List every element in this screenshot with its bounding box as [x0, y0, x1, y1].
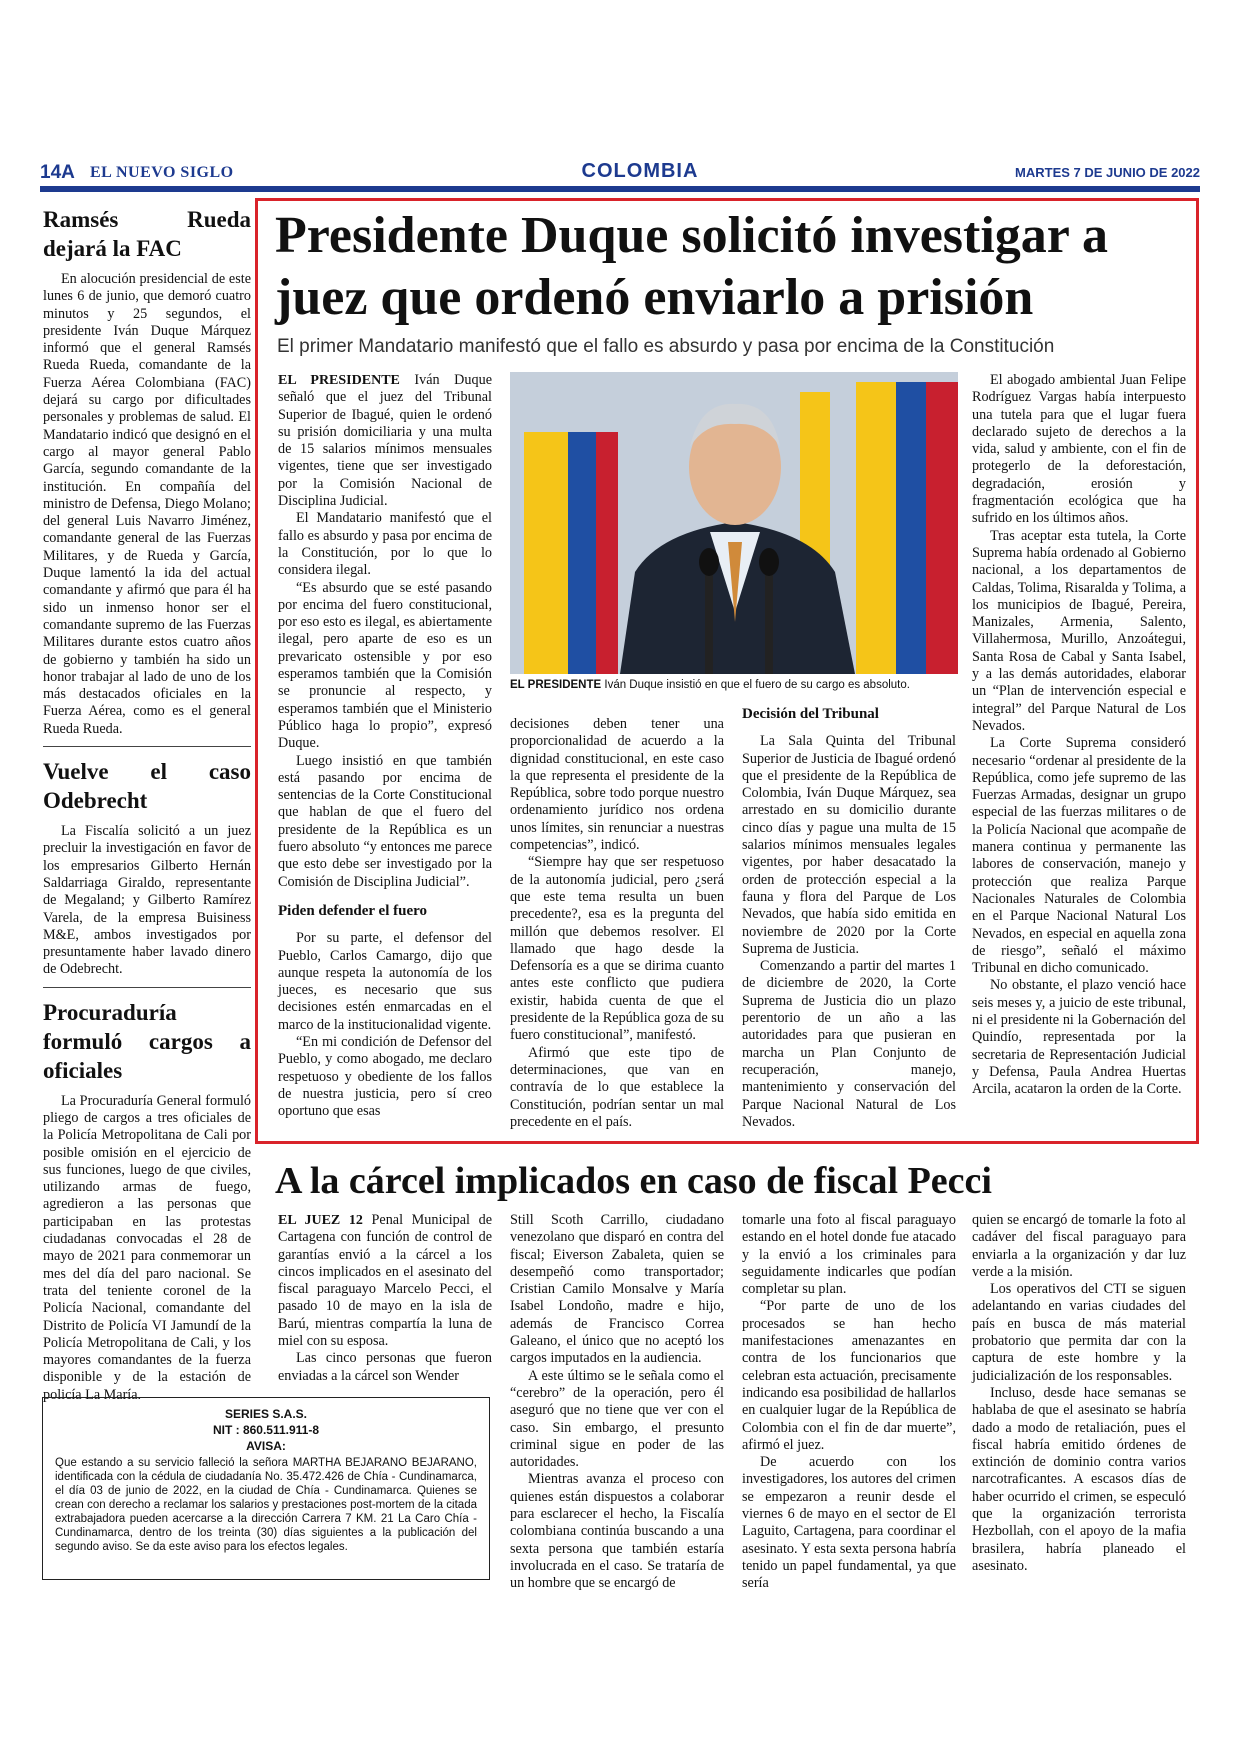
main-headline: Presidente Duque solicitó investigar a juez que ordenó enviarlo a prisión [275, 207, 1108, 326]
notice-nit: NIT : 860.511.911-8 [212, 1423, 320, 1437]
section-name: COLOMBIA [581, 160, 699, 182]
lead-words: EL PRESIDENTE [278, 373, 400, 388]
newspaper-name: EL NUEVO SIGLO [90, 164, 234, 181]
notice-body: Que estando a su servicio falleció la señora MARTHA BEJARANO BEJARANO, identificada con la cédula de ciudadanía No. 35.472.426 de Chía - Cundinamarca, el día 03 de junio de 2022, en la ciudad de Chía - Cundinamarca. Quienes se crean con derecho a reclamar los salarios y prestaciones post-mortem de la citada extrabajadora pueden acercarse a la dirección Carrera 7 KM. 21 La Caro Chía - Cundinamarca, dentro de los treinta (30) días siguientes a la publicación del segundo aviso. Se da este aviso para los efectos legales. [55, 1457, 477, 1553]
second-column-4 [972, 1212, 1186, 1582]
paragraph: A este último se le señala como el “cerebro” de la operación, pero él aseguró que no tiene que ver con el caso. Sin embargo, el presunto criminal sigue en poder de las autoridades. [510, 1367, 724, 1471]
paragraph: Luego insistió en que también está pasando por encima de sentencias de la Corte Constitucional que hablan de que el fuero del presidente de la República es un fuero absoluto “y entonces me parece que esto debe ser investigado por la Comisión de Disciplina Judicial”. [278, 752, 492, 890]
paragraph: “Siempre hay que ser respetuoso de la autonomía judicial, pero ¿será que este tema resulta un buen precedente?, esa es la pregunta del millón que debemos resolver. El llamado que hago desde la Defensoría es a que se dirima cuanto antes este conflicto que pudiera existir, habida cuenta de que el presidente de la República goza de su fuero constitucional”, manifestó. [510, 854, 724, 1044]
brief-body-odebrecht: La Fiscalía solicitó a un juez precluir la investigación en favor de los empresarios Gilberto Hernán Saldarriaga Giraldo, representante de Megaland; y Gilberto Ramírez Varela, de la empresa Buisiness M&E, ambos investigados por presuntamente haber lavado dinero de Odebrecht. [43, 823, 251, 978]
paragraph: Mientras avanza el proceso con quienes están dispuestos a colaborar para esclarecer el hecho, la Fiscalía colombiana continúa buscando a una sexta persona que también estaría involucrada en el caso. Se trataría de un hombre que se encargó de [510, 1471, 724, 1592]
president-photo [510, 372, 958, 674]
lead-words: EL JUEZ 12 [278, 1213, 363, 1228]
paragraph: Afirmó que este tipo de determinaciones, que van en contravía de lo que establece la Constitución, podrían sentar un mal precedente en el país. [510, 1044, 724, 1130]
paragraph: Penal Municipal de Cartagena con función de control de garantías envió a la cárcel a los cincos implicados en el asesinato del fiscal paraguayo Marcelo Pecci, el pasado 10 de mayo en la isla de Barú, mientras compartía la luna de miel con su esposa. [278, 1212, 492, 1350]
paragraph: Los operativos del CTI se siguen adelantando en varias ciudades del país en busca de más material probatorio que permita dar con la captura de este hombre y la judicialización de los responsables. [972, 1281, 1186, 1384]
caption-lead: EL PRESIDENTE [510, 679, 602, 691]
paragraph: Las cinco personas que fueron enviadas a la cárcel son Wender [278, 1350, 492, 1384]
second-column-1 [278, 1212, 492, 1388]
paragraph: De acuerdo con los investigadores, los autores del crimen se empezaron a reunir desde el viernes 6 de mayo en el sector de El Laguito, Cartagena, para coordinar el asesinato. Y esta sexta persona habría tenido un papel fundamental, ya que sería [742, 1454, 956, 1592]
subheading: Piden defender el fuero [278, 902, 428, 919]
notice-heading: AVISA: [246, 1439, 286, 1453]
brief-title-fac: Ramsés Rueda dejará la FAC [43, 207, 251, 261]
main-column-1 [278, 372, 492, 1138]
paragraph: “Es absurdo que se esté pasando por encima del fuero constitucional, por eso esto es ilegal, es abiertamente ilegal, pero aparte de eso es un prevaricato ostensible y por eso esperamos también que la Comisión se pronuncie al respecto, y esperamos también que el Ministerio Público haga lo propio”, expresó Duque. [278, 579, 492, 752]
notice-company: SERIES S.A.S. [224, 1407, 308, 1421]
second-headline: A la cárcel implicados en caso de fiscal Pecci [275, 1160, 992, 1202]
paragraph: “En mi condición de Defensor del Pueblo, y como abogado, me declaro respetuoso y obediente de los fallos de nuestra justicia, pero sí creo oportuno que esas [278, 1033, 492, 1120]
page-header [40, 160, 1200, 192]
subheading: Decisión del Tribunal [742, 706, 879, 722]
photo-caption [510, 679, 970, 691]
paragraph: La Sala Quinta del Tribunal Superior de Justicia de Ibagué ordenó que el presidente de la República de Colombia, Iván Duque Márquez, sea arrestado en su domicilio durante cinco días y pague una multa de 15 salarios mínimos mensuales legales vigentes, por haber desacatado la orden de protección especial a la fauna y flora del Parque de Los Nevados, que había sido emitida en noviembre de 2020 por la Corte Suprema de Justicia. [742, 733, 956, 957]
paragraph: El abogado ambiental Juan Felipe Rodríguez Vargas había interpuesto una tutela para que el lugar fuera declarado sujeto de derechos a la vida, salud y ambiente, con el fin de protegerlo de la deforestación, degradación, erosión y fragmentación ecológica que ha sufrido en los últimos años. [972, 372, 1186, 527]
paragraph: decisiones deben tener una proporcionalidad de acuerdo a la dignidad constitucional, en este caso la que representa el presidente de la República, sobre todo porque nuestro ordenamiento jurídico nos ordena unos límites, sin renunciar a nuestras competencias”, indicó. [510, 716, 724, 854]
paragraph: Incluso, desde hace semanas se hablaba de que el asesinato se habría dado a modo de retaliación, pues el fiscal habría emitido órdenes de extinción de dominio contra varios narcotraficantes. A escasos días de haber ocurrido el crimen, se especuló que la organización terrorista Hezbollah, con el apoyo de la mafia brasilera, habría planeado el asesinato. [972, 1384, 1186, 1574]
paragraph: No obstante, el plazo venció hace seis meses y, a juicio de este tribunal, ni el presidente ni la Gobernación del Quindío, representada por la secretaria de Representación Judicial y Defensa, Paula Andrea Huertas Arcila, acataron la orden de la Corte. [972, 977, 1186, 1098]
caption-text: Iván Duque insistió en que el fuero de su cargo es absoluto. [604, 679, 910, 691]
brief-body-procuraduria: La Procuraduría General formuló pliego de cargos a tres oficiales de la Policía Metropolitana de Cali por posible omisión en el ejercicio de sus funciones, luego de que civiles, utilizando armas de fuego, agredieron a las personas que participaban en las protestas ciudadanas convocadas el 28 de mayo de 2021 para conmemorar un mes del día del paro nacional. Se trata del teniente coronel de la Policía Nacional, comandante del Distrito de Policía VI Jamundí de la Policía Metropolitana de Cali, y los mayores comandantes de la fuerza disponible y de la estación de policía La María. [43, 1092, 251, 1403]
page-number: 14A [40, 162, 75, 183]
paragraph: El Mandatario manifestó que el fallo es absurdo y pasa por encima de la Constitución, por lo que lo considera ilegal. [278, 510, 492, 579]
paragraph: Por su parte, el defensor del Pueblo, Carlos Camargo, dijo que aunque respeta la autonomía de los jueces, es necesario que sus decisiones estén enmarcadas en el marco de la institucionalidad vigente. [278, 930, 492, 1033]
legal-notice-box [42, 1397, 490, 1580]
sidebar-briefs [43, 205, 251, 1403]
divider [43, 987, 251, 988]
brief-title-odebrecht: Vuelve el caso Odebrecht [43, 759, 251, 814]
paragraph: Iván Duque señaló que el juez del Tribunal Superior de Ibagué, quien le ordenó su prisión domiciliaria y una multa de 15 salarios mínimos mensuales vigentes, tiene que ser investigado por la Comisión Nacional de Disciplina Judicial. [278, 372, 492, 510]
main-column-3 [742, 700, 956, 1138]
main-subheadline: El primer Mandatario manifestó que el fallo es absurdo y pasa por encima de la Constitución [277, 336, 1055, 357]
paragraph: Comenzando a partir del martes 1 de diciembre de 2020, la Corte Suprema de Justicia dio un plazo perentorio de un año a las autoridades para que pusieran en marcha un Plan Conjunto de recuperación, manejo, mantenimiento y conservación del Parque Nacional Natural de Los Nevados. [742, 958, 956, 1130]
second-column-2 [510, 1212, 724, 1592]
photo-illustration [510, 372, 958, 674]
brief-title-procuraduria: Procuraduría formuló cargos a oficiales [43, 999, 251, 1083]
paragraph: tomarle una foto al fiscal paraguayo estando en el hotel donde fue atacado y la envió a los criminales para seguidamente indicarles que podían completar su plan. [742, 1212, 956, 1298]
main-column-2 [510, 716, 724, 1138]
second-column-3 [742, 1212, 956, 1592]
divider [43, 746, 251, 747]
brief-body-fac: En alocución presidencial de este lunes 6 de junio, que demoró cuatro minutos y 25 segundos, el presidente Iván Duque Márquez informó que el general Ramsés Rueda Rueda, comandante de la Fuerza Aérea Colombiana (FAC) dejará su cargo por dificultades personales y problemas de salud. El Mandatario indicó que designó en el cargo al mayor general Pablo García, segundo comandante de la institución. En compañía del ministro de Defensa, Diego Molano; del general Luis Navarro Jiménez, comandante general de las Fuerzas Militares, y de Rueda y García, Duque lamentó la ida del actual comandante y afirmó que para él ha sido un inmenso honor ser el comandante supremo de las Fuerzas Militares durante estos cuatro años de gobierno y también ha sido un honor trabajar al lado de uno de los más destacados oficiales en la Fuerza Aérea, como es el general Rueda Rueda. [43, 271, 251, 737]
paragraph: La Corte Suprema consideró necesario “ordenar al presidente de la República, como jefe supremo de las Fuerzas Armadas, designar un grupo especial de las fuerzas militares o de la Policía Nacional que acompañe de manera continua y permanente las labores de conservación, manejo y protección que realiza Parque Nacionales Naturales de Colombia en el Parque Nacional Natural Los Nevados, en especial en aquella zona de riesgo”, señaló el máximo Tribunal en dicho comunicado. [972, 735, 1186, 977]
main-column-4 [972, 372, 1186, 1138]
paragraph: quien se encargó de tomarle la foto al cadáver del fiscal paraguayo para enviarla a la organización y dar luz verde a la misión. [972, 1212, 1186, 1280]
paragraph: Still Scoth Carrillo, ciudadano venezolano que disparó en contra del fiscal; Eiverson Zabaleta, quien se desempeñó como transportador; Cristian Camilo Monsalve y María Isabel Londoño, madre e hijo, además de Francisco Correa Galeano, el único que no aceptó los cargos imputados en la audiencia. [510, 1212, 724, 1367]
paragraph: Tras aceptar esta tutela, la Corte Suprema había ordenado al Gobierno nacional, a los departamentos de Caldas, Tolima, Risaralda y Tolima, a los municipios de Ibagué, Pereira, Manizales, Armenia, Salento, Villahermosa, Murillo, Anzoátegui, Santa Rosa de Cabal y Santa Isabel, y a las demás autoridades, elaborar un “Plan de intervención especial e integral” del Parque Natural de Los Nevados. [972, 527, 1186, 734]
issue-date: MARTES 7 DE JUNIO DE 2022 [1015, 165, 1200, 180]
paragraph: “Por parte de uno de los procesados se han hecho manifestaciones amenazantes en contra de los funcionarios que celebran esta actuación, precisamente indicando esa posibilidad de hallarlos en cualquier lugar de la República de Colombia con el fin de dar muerte”, afirmó el juez. [742, 1298, 956, 1453]
